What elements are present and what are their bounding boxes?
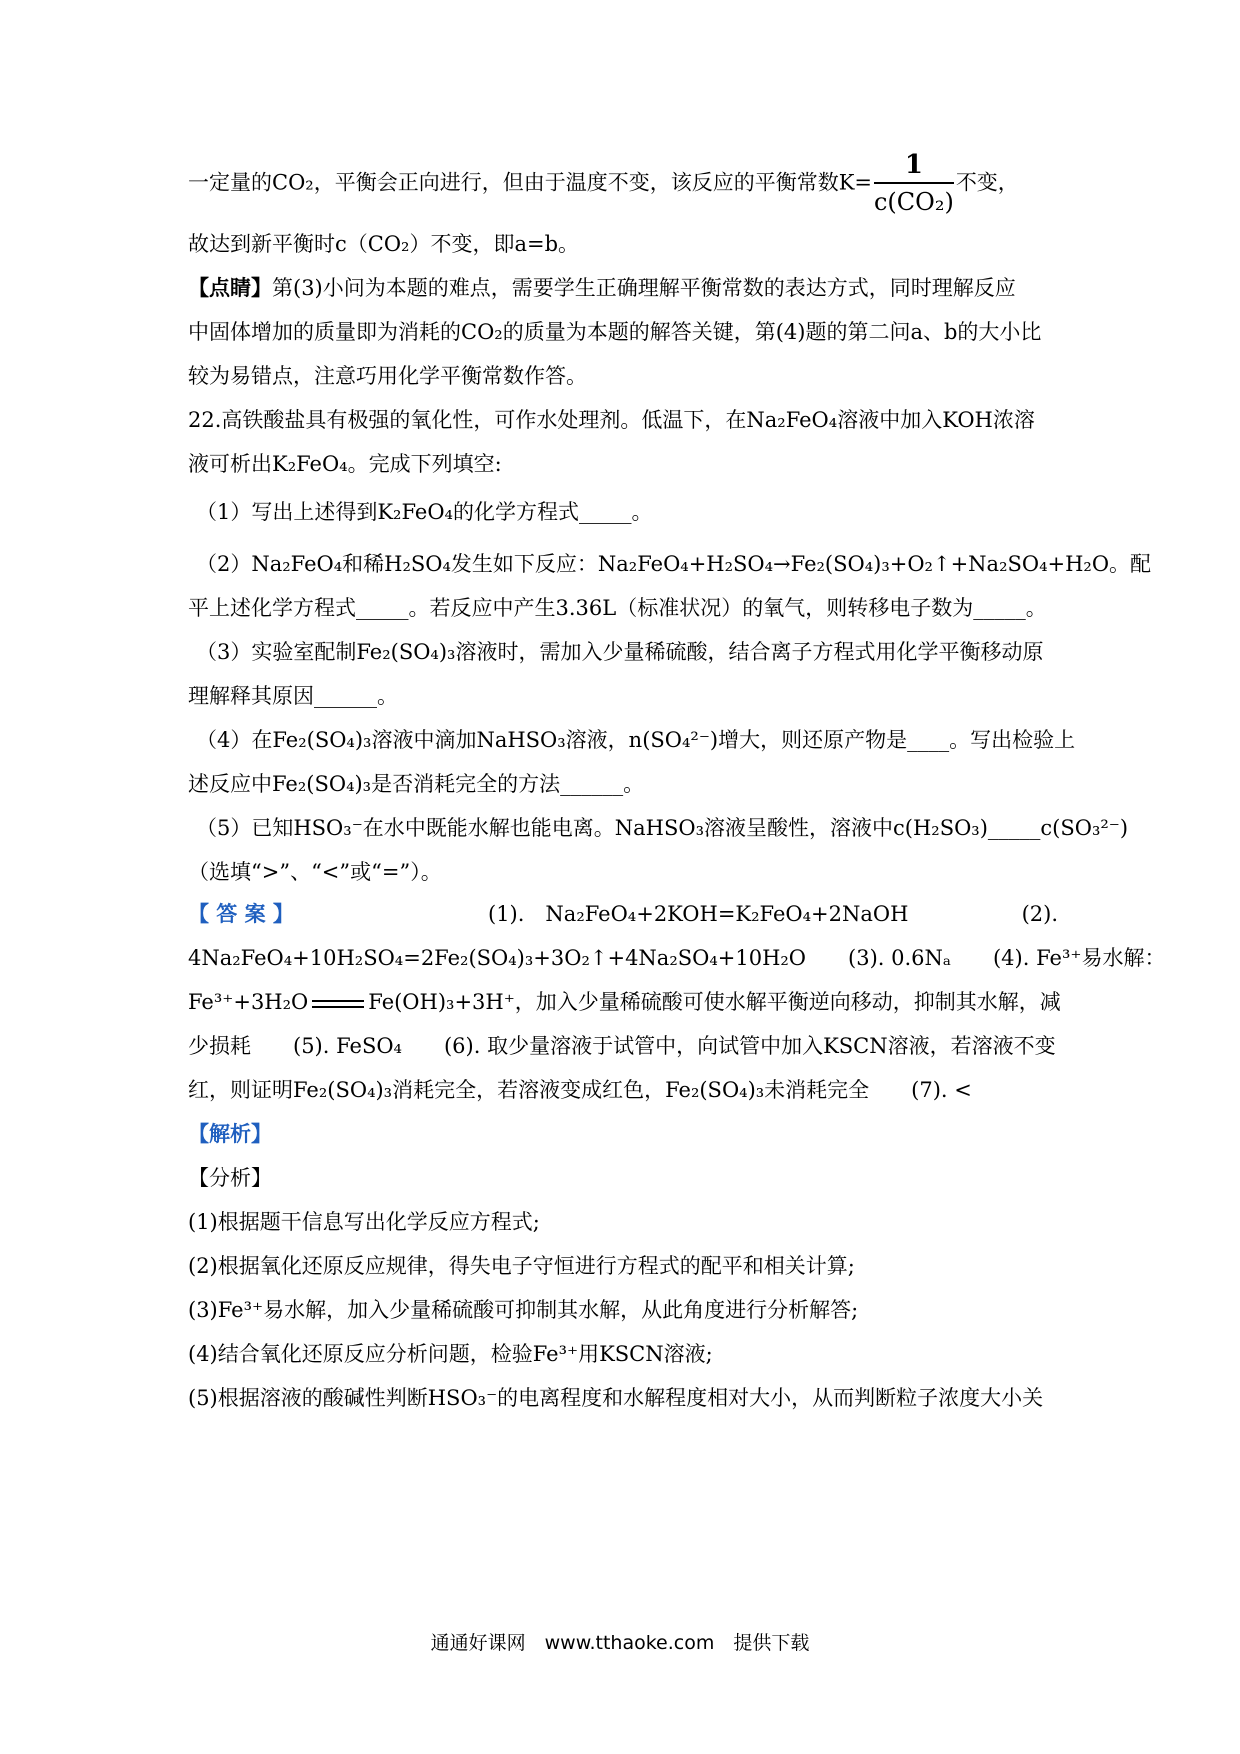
subquestion-3: （3）实验室配制Fe₂(SO₄)₃溶液时，需加入少量稀硫酸，结合离子方程式用化学平衡移动原 bbox=[196, 640, 1044, 664]
analysis-item: (4)结合氧化还原反应分析问题，检验Fe³⁺用KSCN溶液; bbox=[188, 1342, 713, 1366]
text-line bbox=[188, 150, 1019, 218]
page-footer: 通通好课网 www.tthaoke.com 提供下载 bbox=[430, 1632, 810, 1654]
text-line: 中固体增加的质量即为消耗的CO₂的质量为本题的解答关键，第(4)题的第二问a、b的大小比 bbox=[188, 320, 1042, 344]
subquestion-3-cont: 理解释其原因______。 bbox=[188, 684, 398, 708]
analysis-subheading: 【分析】 bbox=[188, 1166, 272, 1190]
answer-line: 少损耗 (5). FeSO₄ (6). 取少量溶液于试管中，向试管中加入KSCN溶液，若溶液不变 bbox=[188, 1034, 1056, 1058]
text-segment: 一定量的CO₂，平衡会正向进行，但由于温度不变，该反应的平衡常数K= bbox=[188, 170, 872, 195]
answer-row bbox=[188, 899, 1058, 929]
equilibrium-constant-fraction bbox=[874, 150, 954, 218]
reversible-arrow-icon bbox=[308, 997, 368, 1011]
hydrolysis-reactants: Fe³⁺+3H₂O bbox=[188, 990, 309, 1014]
subquestion-1: （1）写出上述得到K₂FeO₄的化学方程式_____。 bbox=[196, 500, 653, 524]
analysis-item: (5)根据溶液的酸碱性判断HSO₃⁻的电离程度和水解程度相对大小，从而判断粒子浓度大小关 bbox=[188, 1386, 1044, 1410]
analysis-item: (1)根据题干信息写出化学反应方程式; bbox=[188, 1210, 540, 1234]
fraction-numerator: 1 bbox=[904, 150, 923, 180]
tip-label: 【点睛】 bbox=[188, 275, 272, 300]
answer-line: 红，则证明Fe₂(SO₄)₃消耗完全，若溶液变成红色，Fe₂(SO₄)₃未消耗完全 (7). < bbox=[188, 1078, 972, 1102]
subquestion-2: （2）Na₂FeO₄和稀H₂SO₄发生如下反应：Na₂FeO₄+H₂SO₄→Fe₂(SO₄)₃+O₂↑+Na₂SO₄+H₂O。配 bbox=[196, 552, 1152, 576]
text-segment: 第(3)小问为本题的难点，需要学生正确理解平衡常数的表达方式，同时理解反应 bbox=[272, 276, 1016, 300]
question-22-line: 22.高铁酸盐具有极强的氧化性，可作水处理剂。低温下，在Na₂FeO₄溶液中加入KOH浓溶 bbox=[188, 408, 1035, 432]
subquestion-2-cont: 平上述化学方程式_____。若反应中产生3.36L（标准状况）的氧气，则转移电子数为_____。 bbox=[188, 596, 1047, 620]
answer-line bbox=[188, 987, 1061, 1017]
analysis-heading: 【解析】 bbox=[188, 1121, 272, 1146]
fraction-bar bbox=[874, 182, 954, 184]
subquestion-5-cont: （选填“>”、“<”或“=”）。 bbox=[188, 860, 442, 884]
text-line: 较为易错点，注意巧用化学平衡常数作答。 bbox=[188, 364, 587, 388]
analysis-item: (3)Fe³⁺易水解，加入少量稀硫酸可抑制其水解，从此角度进行分析解答; bbox=[188, 1298, 859, 1322]
subquestion-4-cont: 述反应中Fe₂(SO₄)₃是否消耗完全的方法______。 bbox=[188, 772, 645, 796]
hydrolysis-products: Fe(OH)₃+3H⁺，加入少量稀硫酸可使水解平衡逆向移动，抑制其水解，减 bbox=[368, 990, 1061, 1014]
answer-part-1: (1). Na₂FeO₄+2KOH=K₂FeO₄+2NaOH bbox=[488, 902, 909, 926]
text-segment: 不变， bbox=[955, 170, 1019, 195]
text-line bbox=[188, 273, 1016, 303]
subquestion-5: （5）已知HSO₃⁻在水中既能水解也能电离。NaHSO₃溶液呈酸性，溶液中c(H₂SO₃)_____c(SO₃²⁻) bbox=[196, 816, 1129, 840]
text-line: 故达到新平衡时c（CO₂）不变，即a=b。 bbox=[188, 232, 580, 256]
analysis-item: (2)根据氧化还原反应规律，得失电子守恒进行方程式的配平和相关计算; bbox=[188, 1254, 855, 1278]
subquestion-4: （4）在Fe₂(SO₄)₃溶液中滴加NaHSO₃溶液，n(SO₄²⁻)增大，则还原产物是____。写出检验上 bbox=[196, 728, 1076, 752]
fraction-denominator: c(CO₂) bbox=[873, 188, 954, 216]
answer-label: 【 答 案 】 bbox=[188, 901, 294, 926]
answer-part-2-label: (2). bbox=[1021, 902, 1058, 926]
answer-line: 4Na₂FeO₄+10H₂SO₄=2Fe₂(SO₄)₃+3O₂↑+4Na₂SO₄+10H₂O (3). 0.6Nₐ (4). Fe³⁺易水解： bbox=[188, 946, 1166, 970]
question-22-line: 液可析出K₂FeO₄。完成下列填空: bbox=[188, 452, 502, 476]
